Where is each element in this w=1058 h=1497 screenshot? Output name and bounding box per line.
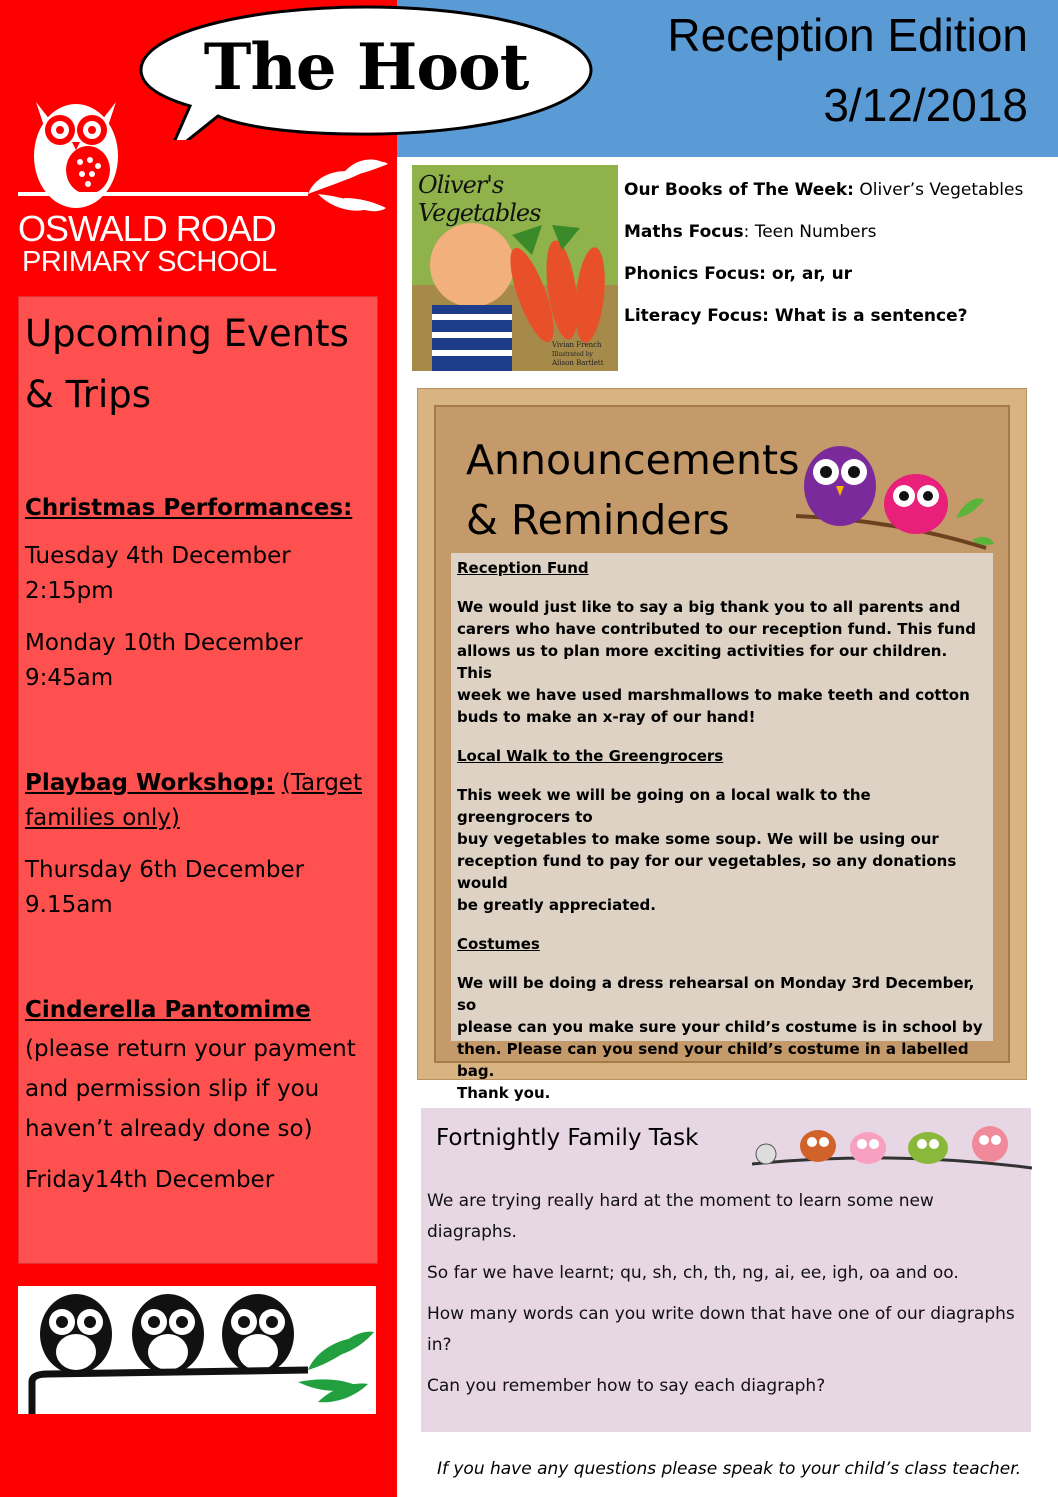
- cinderella-note-line1: (please return your payment: [25, 1036, 356, 1062]
- christmas-heading: Christmas Performances:: [25, 495, 353, 521]
- local-walk-line: buy vegetables to make some soup. We will be using our: [457, 830, 939, 848]
- announcements-note: [451, 553, 993, 1102]
- reception-fund-line: carers who have contributed to our reception fund. This fund: [457, 620, 977, 638]
- events-title-line1: Upcoming Events: [25, 312, 349, 355]
- costumes-text: [457, 972, 987, 1104]
- cinderella-date: Friday14th December: [25, 1167, 275, 1193]
- book-cover-image: [412, 165, 618, 371]
- literacy-focus: [624, 306, 1054, 348]
- phonics-text: Phonics Focus: or, ar, ur: [624, 264, 853, 284]
- announcements-title: [466, 430, 799, 550]
- reception-fund-line: buds to make an x-ray of our hand!: [457, 708, 756, 726]
- local-walk-heading: Local Walk to the Greengrocers: [457, 747, 724, 765]
- book-cover-illustrator-2: Alison Bartlett: [552, 359, 604, 367]
- owls-on-branch-icon: [18, 1286, 376, 1414]
- reception-fund-text: [457, 596, 987, 728]
- books-value: Oliver’s Vegetables: [859, 180, 1024, 200]
- playbag-note-line1: (Target: [281, 770, 362, 796]
- phonics-focus: [624, 264, 1054, 306]
- school-name-line2: PRIMARY SCHOOL: [22, 246, 277, 278]
- school-name-line1: OSWALD ROAD: [18, 208, 276, 249]
- task-paragraph-3: [427, 1299, 1027, 1361]
- christmas-date-1: Tuesday 4th December 2:15pm: [25, 543, 291, 604]
- books-of-week: [624, 180, 1054, 222]
- costumes-line: then. Please can you send your child’s costume in a labelled bag.: [457, 1040, 969, 1080]
- task-p3-line1: How many words can you write down that have one of our diagraphs: [427, 1304, 1015, 1324]
- reception-fund-line: We would just like to say a big thank you to all parents and: [457, 598, 961, 616]
- task-p1-line1: We are trying really hard at the moment to learn some new: [427, 1191, 934, 1211]
- costumes-heading: Costumes: [457, 935, 540, 953]
- footer-note: If you have any questions please speak to your child’s class teacher.: [436, 1459, 1022, 1479]
- books-label: Our Books of The Week:: [624, 180, 854, 200]
- christmas-date-2-line1: Monday 10th December: [25, 630, 303, 656]
- local-walk-line: reception fund to pay for our vegetables, so any donations would: [457, 852, 957, 892]
- costumes-line: We will be doing a dress rehearsal on Monday 3rd December, so: [457, 974, 975, 1014]
- task-p3-line2: in?: [427, 1335, 452, 1355]
- reception-fund-line: week we have used marshmallows to make teeth and cotton: [457, 686, 970, 704]
- book-cover-author: Vivian French: [552, 341, 602, 349]
- announcements-title-line1: Announcements: [466, 436, 800, 484]
- upcoming-events-panel: [18, 296, 378, 1264]
- task-paragraph-2: So far we have learnt; qu, sh, ch, th, ng, ai, ee, igh, oa and oo.: [427, 1263, 959, 1283]
- maths-label: Maths Focus: [624, 222, 744, 242]
- maths-focus: [624, 222, 1054, 264]
- maths-value: : Teen Numbers: [743, 222, 877, 242]
- local-walk-text: [457, 784, 987, 916]
- playbag-date-line2: 9.15am: [25, 892, 113, 918]
- book-cover-illustrator-1: Illustrated by: [552, 351, 593, 358]
- events-title: [25, 303, 371, 425]
- christmas-date-2-line2: 9:45am: [25, 665, 114, 691]
- costumes-line: please can you make sure your child’s costume is in school by: [457, 1018, 983, 1036]
- cinderella-heading: Cinderella Pantomime: [25, 997, 311, 1023]
- events-title-line2: & Trips: [25, 373, 152, 416]
- literacy-text: Literacy Focus: What is a sentence?: [624, 306, 968, 326]
- announcements-title-line2: & Reminders: [466, 496, 730, 544]
- task-p1-line2: diagraphs.: [427, 1222, 517, 1242]
- reception-fund-line: allows us to plan more exciting activities for our children. This: [457, 642, 948, 682]
- playbag-heading: Playbag Workshop:: [25, 770, 275, 796]
- local-walk-line: This week we will be going on a local walk to the greengrocers to: [457, 786, 871, 826]
- costumes-line: Thank you.: [457, 1084, 551, 1102]
- playbag-note-line2: families only): [25, 805, 180, 831]
- task-paragraph-4: Can you remember how to say each diagraph?: [427, 1376, 826, 1396]
- playbag-date-line1: Thursday 6th December: [25, 857, 305, 883]
- family-task-body: [427, 1186, 1027, 1412]
- edition-date: 3/12/2018: [823, 79, 1028, 131]
- task-paragraph-1: [427, 1186, 1027, 1248]
- cinderella-note-line3: haven’t already done so): [25, 1116, 313, 1142]
- local-walk-line: be greatly appreciated.: [457, 896, 656, 914]
- task-owls-branch-icon: [752, 1120, 1032, 1175]
- board-owls-icon: [796, 438, 996, 558]
- book-cover-title: Oliver's Vegetables: [418, 171, 541, 227]
- cinderella-note-line2: and permission slip if you: [25, 1076, 320, 1102]
- reception-fund-heading: Reception Fund: [457, 559, 589, 577]
- focus-list: [624, 180, 1054, 348]
- newsletter-title: The Hoot: [203, 30, 529, 105]
- playbag-heading-row: [25, 766, 371, 801]
- family-task-title: Fortnightly Family Task: [436, 1125, 699, 1151]
- edition-label: Reception Edition: [667, 9, 1028, 61]
